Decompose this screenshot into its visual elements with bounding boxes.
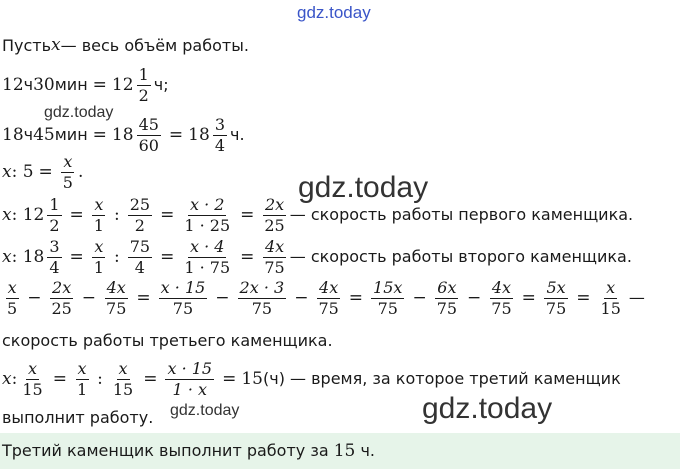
answer-bar xyxy=(0,433,680,469)
statement-line xyxy=(2,410,153,426)
equation-line xyxy=(2,360,621,398)
number: 12 xyxy=(111,74,134,95)
watermark: gdz.today xyxy=(298,171,429,204)
fraction: $\frac{x}{15}$ xyxy=(22,359,43,399)
statement-line xyxy=(2,333,333,349)
equals: = xyxy=(160,204,175,225)
equation-line xyxy=(2,238,632,276)
fraction: $\frac{5x}{75}$ xyxy=(545,278,567,318)
math-text: : xyxy=(11,368,18,389)
fraction: $\frac{4x}{75}$ xyxy=(106,278,127,318)
equals: = xyxy=(576,287,591,308)
equals: = xyxy=(240,246,255,267)
equals: = xyxy=(38,161,53,182)
watermark: gdz.today xyxy=(297,3,371,22)
watermark: gdz.today xyxy=(44,104,114,121)
operator: : xyxy=(97,368,103,389)
fraction: $\frac{x \cdot 15}{75}$ xyxy=(160,278,206,318)
number: 15 xyxy=(241,368,263,389)
variable: x xyxy=(2,246,12,267)
text: — весь объём работы. xyxy=(60,35,249,55)
operator: − xyxy=(412,287,427,308)
equals: = xyxy=(168,124,184,145)
time-conversion-line xyxy=(2,66,169,104)
fraction: $\frac{4x}{75}$ xyxy=(264,237,285,277)
equals: = xyxy=(521,287,536,308)
operator: − xyxy=(81,287,97,308)
equals: = xyxy=(92,74,107,95)
fraction: $\frac{2x \cdot 3}{75}$ xyxy=(239,278,285,318)
fraction: $\frac{1}{2}$ xyxy=(49,195,60,235)
operator: − xyxy=(294,287,309,308)
equals: = xyxy=(222,368,237,389)
fraction: $\frac{15x}{75}$ xyxy=(373,278,403,318)
number: 30 xyxy=(33,74,55,95)
fraction: $\frac{4x}{75}$ xyxy=(318,278,339,318)
fraction: $\frac{x}{5}$ xyxy=(7,278,18,318)
fraction: $\frac{6x}{75}$ xyxy=(436,278,458,318)
fraction: $\frac{2x}{25}$ xyxy=(51,278,72,318)
statement-line xyxy=(2,37,249,54)
fraction: $\frac{2x}{25}$ xyxy=(264,195,285,235)
fraction: $\frac{x}{1}$ xyxy=(76,359,88,399)
unit: ч xyxy=(23,75,34,95)
operator: − xyxy=(467,287,482,308)
equals: = xyxy=(92,124,107,145)
number: 45 xyxy=(33,124,55,145)
fraction: $\frac{4x}{75}$ xyxy=(491,278,512,318)
watermark: gdz.today xyxy=(170,402,240,419)
variable: x xyxy=(2,204,12,225)
equation-line xyxy=(2,196,633,234)
math-text: : 18 xyxy=(11,246,45,267)
text: — скорость работы первого каменщика. xyxy=(289,205,634,225)
variable: x xyxy=(51,35,61,55)
operator: − xyxy=(27,287,42,308)
text: Третий каменщик выполнит работу за xyxy=(2,441,334,460)
operator: : xyxy=(113,204,120,225)
equals: = xyxy=(52,368,67,389)
equals: = xyxy=(69,204,84,225)
math-text: : 12 xyxy=(11,204,45,225)
text: (ч) — время, за которое третий каменщик xyxy=(263,369,621,389)
fraction: $\frac{x}{1}$ xyxy=(93,237,104,277)
number: 18 xyxy=(111,124,134,145)
fraction: $\frac{x}{1}$ xyxy=(93,195,104,235)
equation-line xyxy=(2,279,645,317)
equals: = xyxy=(143,368,158,389)
operator: − xyxy=(215,287,230,308)
equals: = xyxy=(160,246,175,267)
time-conversion-line xyxy=(2,116,245,154)
unit: ч; xyxy=(153,75,169,95)
fraction: $\frac{1}{2}$ xyxy=(138,65,149,105)
unit: мин xyxy=(54,75,88,95)
equals: = xyxy=(136,287,151,308)
unit: ч. xyxy=(230,125,245,145)
equals: = xyxy=(69,246,84,267)
fraction: $\frac{3}{4}$ xyxy=(49,237,60,277)
number: 15 xyxy=(333,441,356,461)
fraction: $\frac{x \cdot 15}{1 \cdot x}$ xyxy=(167,359,213,399)
unit: мин xyxy=(54,125,88,145)
equals: = xyxy=(348,287,364,308)
text: ч. xyxy=(355,441,375,460)
fraction: $\frac{x \cdot 4}{1 \cdot 75}$ xyxy=(184,237,231,277)
text: выполнит работу. xyxy=(2,408,154,427)
equals: = xyxy=(240,204,255,225)
operator: : xyxy=(113,246,120,267)
watermark: gdz.today xyxy=(422,392,553,425)
number: 12 xyxy=(2,74,24,95)
text: скорость работы третьего каменщика. xyxy=(2,331,333,350)
variable: x xyxy=(2,368,12,389)
number: 18 xyxy=(188,124,210,145)
text: — xyxy=(628,288,645,308)
math-text: . xyxy=(77,161,84,182)
fraction: $\frac{x}{5}$ xyxy=(62,152,73,192)
text: — скорость работы второго каменщика. xyxy=(289,247,632,267)
unit: ч xyxy=(23,125,34,145)
fraction: $\frac{x}{15}$ xyxy=(112,359,134,399)
answer-text xyxy=(0,441,375,461)
fraction: $\frac{x}{15}$ xyxy=(600,278,621,318)
number: 18 xyxy=(2,124,24,145)
fraction: $\frac{3}{4}$ xyxy=(214,115,225,155)
equation-line xyxy=(2,153,83,191)
fraction: $\frac{75}{4}$ xyxy=(129,237,151,277)
text: Пусть xyxy=(2,35,52,55)
math-text: : 5 xyxy=(11,161,34,182)
fraction: $\frac{x \cdot 2}{1 \cdot 25}$ xyxy=(184,195,231,235)
fraction: $\frac{45}{60}$ xyxy=(138,115,159,155)
variable: x xyxy=(2,161,12,182)
fraction: $\frac{25}{2}$ xyxy=(129,195,151,235)
